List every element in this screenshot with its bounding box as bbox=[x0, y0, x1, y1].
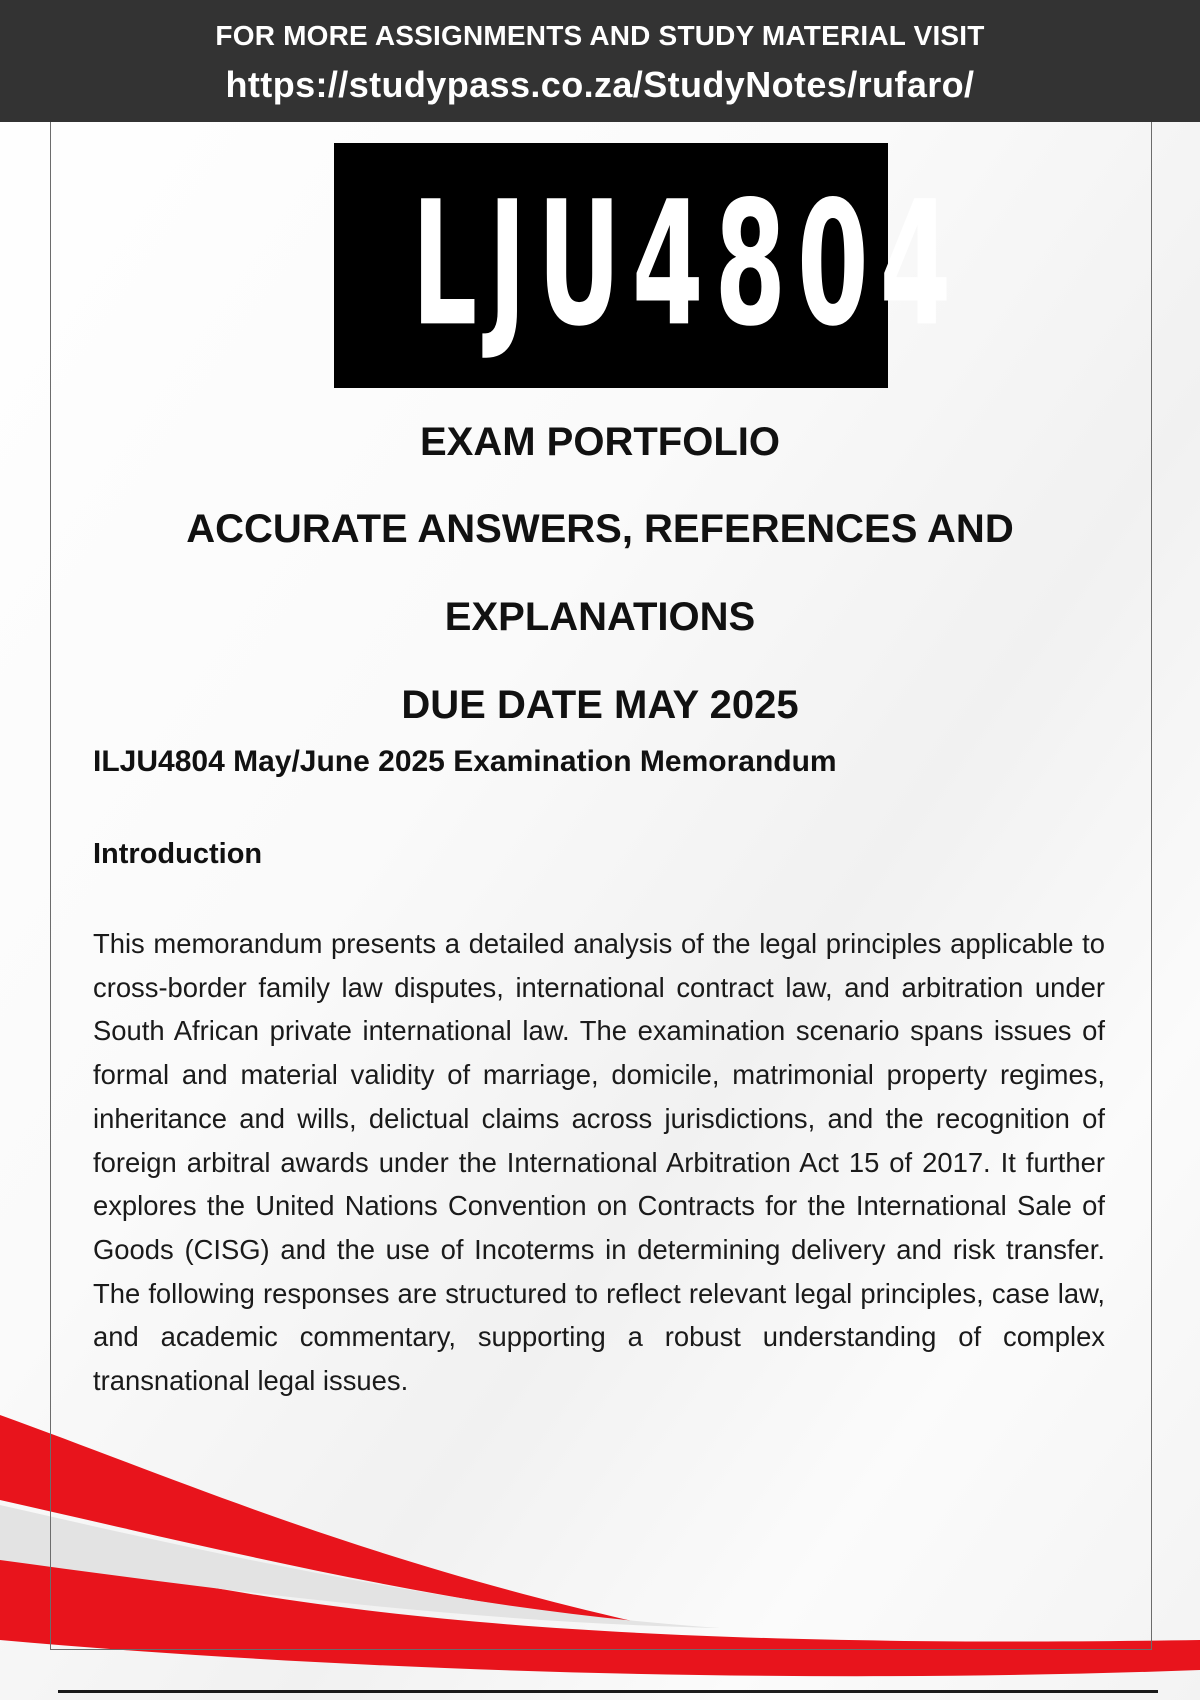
subtitle-line-2: EXPLANATIONS bbox=[444, 595, 756, 639]
banner-url-link[interactable]: https://studypass.co.za/StudyNotes/rufaro/ bbox=[225, 64, 975, 105]
intro-heading: Introduction bbox=[93, 838, 263, 870]
document-title: EXAM PORTFOLIO bbox=[420, 420, 780, 464]
subtitle-line-1: ACCURATE ANSWERS, REFERENCES AND bbox=[186, 507, 1014, 551]
banner-caption: FOR MORE ASSIGNMENTS AND STUDY MATERIAL VISIT bbox=[215, 20, 985, 51]
top-banner bbox=[0, 0, 1200, 122]
due-date: DUE DATE MAY 2025 bbox=[401, 683, 799, 727]
intro-paragraph: This memorandum presents a detailed analysis of the legal principles applicable to cross-border family law disputes, international contract law, and arbitration under South African private international law. The examination scenario spans issues of formal and material validity of marriage, domicile, matrimonial property regimes, inheritance and wills, delictual claims across jurisdictions, and the recognition of foreign arbitral awards under the International Arbitration Act 15 of 2017. It further explores the United Nations Convention on Contracts for the International Sale of Goods (CISG) and the use of Incoterms in determining delivery and risk transfer. The following responses are structured to reflect relevant legal principles, case law, and academic commentary, supporting a robust understanding of complex transnational legal issues. bbox=[93, 928, 1105, 1397]
bottom-rule bbox=[58, 1690, 1158, 1693]
course-code: LJU4804 bbox=[411, 164, 963, 365]
course-code-box bbox=[334, 143, 963, 388]
memo-title: ILJU4804 May/June 2025 Examination Memorandum bbox=[93, 745, 837, 778]
